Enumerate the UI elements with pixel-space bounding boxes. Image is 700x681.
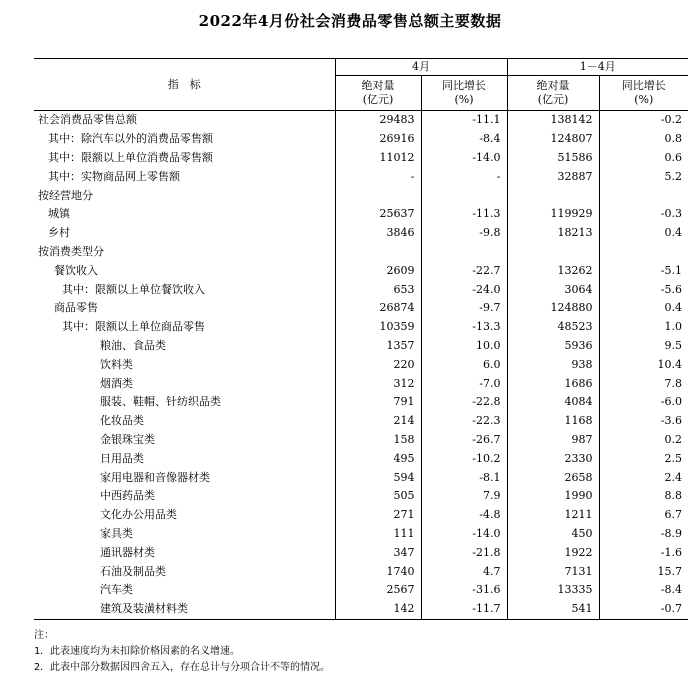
- value-apr: 312: [335, 374, 421, 393]
- growth-jan-apr: -0.7: [599, 600, 688, 619]
- growth-apr: -7.0: [421, 374, 507, 393]
- value-jan-apr: 1922: [507, 543, 599, 562]
- table-row: [34, 243, 688, 262]
- growth-apr: -13.3: [421, 318, 507, 337]
- row-label: 金银珠宝类: [100, 432, 155, 446]
- growth-apr: -14.0: [421, 525, 507, 544]
- growth-jan-apr: 8.8: [599, 487, 688, 506]
- table-row: [34, 111, 688, 130]
- growth-apr: -: [421, 167, 507, 186]
- growth-apr: 6.0: [421, 355, 507, 374]
- value-apr: 505: [335, 487, 421, 506]
- value-apr: 1357: [335, 337, 421, 356]
- growth-jan-apr: -8.4: [599, 581, 688, 600]
- growth-apr: -8.1: [421, 468, 507, 487]
- growth-jan-apr: -0.2: [599, 111, 688, 130]
- value-apr: 26916: [335, 130, 421, 149]
- growth-apr: [421, 243, 507, 262]
- growth-apr: -26.7: [421, 431, 507, 450]
- table-row: [34, 449, 688, 468]
- value-apr: [335, 186, 421, 205]
- growth-apr: -14.0: [421, 149, 507, 168]
- table-row: [34, 393, 688, 412]
- value-jan-apr: 3064: [507, 280, 599, 299]
- growth-jan-apr: [599, 243, 688, 262]
- table-row: [34, 186, 688, 205]
- growth-jan-apr: 6.7: [599, 506, 688, 525]
- row-label: 其中：限额以上单位消费品零售额: [48, 150, 213, 164]
- row-label: 社会消费品零售总额: [38, 113, 137, 127]
- table-row: [34, 468, 688, 487]
- growth-jan-apr: 2.4: [599, 468, 688, 487]
- value-apr: 220: [335, 355, 421, 374]
- indicator-header: 指 标: [34, 59, 335, 111]
- value-jan-apr: 1168: [507, 412, 599, 431]
- value-apr: 10359: [335, 318, 421, 337]
- value-apr: 653: [335, 280, 421, 299]
- growth-apr: -4.8: [421, 506, 507, 525]
- value-jan-apr: 124807: [507, 130, 599, 149]
- value-apr: 791: [335, 393, 421, 412]
- value-jan-apr: 18213: [507, 224, 599, 243]
- note-2: 2．此表中部分数据因四舍五入，存在总计与分项合计不等的情况。: [34, 662, 331, 673]
- growth-jan-apr: -6.0: [599, 393, 688, 412]
- table-row: [34, 337, 688, 356]
- growth-apr: -9.8: [421, 224, 507, 243]
- row-label: 通讯器材类: [100, 545, 155, 559]
- table-row: [34, 431, 688, 450]
- growth-apr: [421, 186, 507, 205]
- note-1: 1．此表速度均为未扣除价格因素的名义增速。: [34, 646, 241, 657]
- value-apr: 214: [335, 412, 421, 431]
- growth-jan-apr: -0.3: [599, 205, 688, 224]
- row-label: 其中：除汽车以外的消费品零售额: [48, 132, 213, 146]
- growth-jan-apr: 7.8: [599, 374, 688, 393]
- table-row: [34, 355, 688, 374]
- value-jan-apr: 7131: [507, 562, 599, 581]
- value-jan-apr: 1686: [507, 374, 599, 393]
- table-row: [34, 299, 688, 318]
- value-jan-apr: [507, 243, 599, 262]
- value-apr: 29483: [335, 111, 421, 130]
- growth-jan-apr: -3.6: [599, 412, 688, 431]
- table-row: [34, 600, 688, 619]
- growth-apr: -22.7: [421, 261, 507, 280]
- growth-jan-apr: 5.2: [599, 167, 688, 186]
- row-label: 按经营地分: [38, 188, 93, 202]
- value-apr: [335, 243, 421, 262]
- period1-header: 4月: [335, 59, 507, 76]
- growth-apr: -11.3: [421, 205, 507, 224]
- growth-header-2: 同比增长 (%): [599, 76, 688, 111]
- growth-jan-apr: 0.2: [599, 431, 688, 450]
- value-jan-apr: 4084: [507, 393, 599, 412]
- row-label: 粮油、食品类: [100, 338, 166, 352]
- row-label: 汽车类: [100, 583, 133, 597]
- footnotes: [34, 628, 330, 676]
- row-label: 石油及制品类: [100, 564, 166, 578]
- table-row: [34, 149, 688, 168]
- row-label: 餐饮收入: [54, 263, 98, 277]
- row-label: 烟酒类: [100, 376, 133, 390]
- note-heading: 注：: [34, 630, 54, 641]
- value-jan-apr: 541: [507, 600, 599, 619]
- growth-apr: -10.2: [421, 449, 507, 468]
- value-jan-apr: 48523: [507, 318, 599, 337]
- table-row: [34, 487, 688, 506]
- value-jan-apr: 5936: [507, 337, 599, 356]
- row-label: 中西药品类: [100, 489, 155, 503]
- growth-jan-apr: 2.5: [599, 449, 688, 468]
- growth-jan-apr: -5.6: [599, 280, 688, 299]
- growth-jan-apr: 10.4: [599, 355, 688, 374]
- growth-jan-apr: 0.6: [599, 149, 688, 168]
- growth-apr: -8.4: [421, 130, 507, 149]
- row-label: 饮料类: [100, 357, 133, 371]
- table-row: [34, 374, 688, 393]
- growth-jan-apr: -1.6: [599, 543, 688, 562]
- row-label: 商品零售: [54, 301, 98, 315]
- growth-apr: 10.0: [421, 337, 507, 356]
- value-apr: 11012: [335, 149, 421, 168]
- table-row: [34, 261, 688, 280]
- growth-apr: -21.8: [421, 543, 507, 562]
- row-label: 其中：限额以上单位餐饮收入: [62, 282, 205, 296]
- table-row: [34, 205, 688, 224]
- table-row: [34, 543, 688, 562]
- row-label: 乡村: [48, 226, 70, 240]
- value-jan-apr: 32887: [507, 167, 599, 186]
- abs-header-2: 绝对量 (亿元): [507, 76, 599, 111]
- value-apr: 142: [335, 600, 421, 619]
- value-jan-apr: 938: [507, 355, 599, 374]
- growth-apr: -22.3: [421, 412, 507, 431]
- row-label: 其中：实物商品网上零售额: [48, 169, 180, 183]
- table-row: [34, 581, 688, 600]
- value-jan-apr: 13335: [507, 581, 599, 600]
- value-jan-apr: 450: [507, 525, 599, 544]
- value-apr: -: [335, 167, 421, 186]
- period2-header: 1－4月: [507, 59, 688, 76]
- value-apr: 495: [335, 449, 421, 468]
- row-label: 文化办公用品类: [100, 508, 177, 522]
- growth-jan-apr: 9.5: [599, 337, 688, 356]
- value-apr: 111: [335, 525, 421, 544]
- value-jan-apr: 2330: [507, 449, 599, 468]
- value-jan-apr: 119929: [507, 205, 599, 224]
- row-label: 日用品类: [100, 451, 144, 465]
- value-apr: 3846: [335, 224, 421, 243]
- growth-jan-apr: 0.8: [599, 130, 688, 149]
- growth-jan-apr: 0.4: [599, 299, 688, 318]
- data-table: [34, 58, 688, 620]
- table-row: [34, 224, 688, 243]
- value-jan-apr: 124880: [507, 299, 599, 318]
- growth-jan-apr: -5.1: [599, 261, 688, 280]
- growth-jan-apr: 0.4: [599, 224, 688, 243]
- table-row: [34, 506, 688, 525]
- row-label: 化妆品类: [100, 414, 144, 428]
- value-jan-apr: 13262: [507, 261, 599, 280]
- value-apr: 594: [335, 468, 421, 487]
- value-apr: 271: [335, 506, 421, 525]
- value-apr: 347: [335, 543, 421, 562]
- table-row: [34, 525, 688, 544]
- row-label: 建筑及装潢材料类: [100, 602, 188, 616]
- value-jan-apr: 2658: [507, 468, 599, 487]
- value-apr: 25637: [335, 205, 421, 224]
- growth-jan-apr: -8.9: [599, 525, 688, 544]
- value-apr: 2609: [335, 261, 421, 280]
- value-apr: 2567: [335, 581, 421, 600]
- value-jan-apr: 1990: [507, 487, 599, 506]
- growth-jan-apr: 1.0: [599, 318, 688, 337]
- value-jan-apr: 51586: [507, 149, 599, 168]
- table-row: [34, 318, 688, 337]
- growth-apr: 4.7: [421, 562, 507, 581]
- value-jan-apr: [507, 186, 599, 205]
- table-row: [34, 130, 688, 149]
- table-row: [34, 562, 688, 581]
- growth-header-1: 同比增长 (%): [421, 76, 507, 111]
- value-jan-apr: 987: [507, 431, 599, 450]
- growth-apr: -22.8: [421, 393, 507, 412]
- row-label: 家用电器和音像器材类: [100, 470, 210, 484]
- row-label: 其中：限额以上单位商品零售: [62, 320, 205, 334]
- value-apr: 26874: [335, 299, 421, 318]
- value-apr: 1740: [335, 562, 421, 581]
- growth-apr: -24.0: [421, 280, 507, 299]
- row-label: 城镇: [48, 207, 70, 221]
- growth-apr: -11.1: [421, 111, 507, 130]
- table-row: [34, 412, 688, 431]
- row-label: 服装、鞋帽、针纺织品类: [100, 395, 221, 409]
- row-label: 家具类: [100, 526, 133, 540]
- abs-header-1: 绝对量 (亿元): [335, 76, 421, 111]
- value-jan-apr: 1211: [507, 506, 599, 525]
- growth-apr: -9.7: [421, 299, 507, 318]
- value-jan-apr: 138142: [507, 111, 599, 130]
- growth-jan-apr: [599, 186, 688, 205]
- table-row: [34, 280, 688, 299]
- row-label: 按消费类型分: [38, 244, 104, 258]
- page-title: 2022年4月份社会消费品零售总额主要数据: [198, 12, 502, 30]
- growth-apr: 7.9: [421, 487, 507, 506]
- growth-apr: -31.6: [421, 581, 507, 600]
- growth-jan-apr: 15.7: [599, 562, 688, 581]
- growth-apr: -11.7: [421, 600, 507, 619]
- value-apr: 158: [335, 431, 421, 450]
- table-row: [34, 167, 688, 186]
